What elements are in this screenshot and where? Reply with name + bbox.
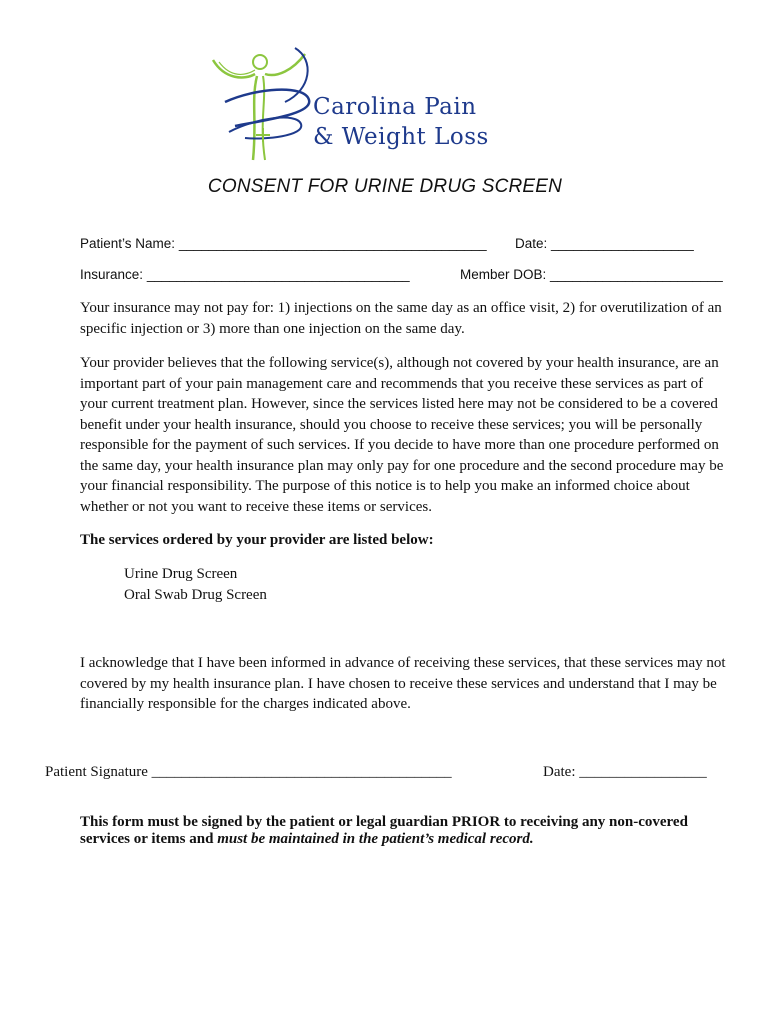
patient-signature-field[interactable] [45, 764, 452, 781]
page-title: CONSENT FOR URINE DRUG SCREEN [207, 176, 563, 197]
human-figure-logo-icon [205, 40, 315, 170]
insurance-notice-paragraph: Your insurance may not pay for: 1) injections on the same day as an office visit, 2) for overutilization of an specific injection or 3) more than one injection on the same day. [80, 300, 722, 337]
signature-date-line[interactable]: _________________ [579, 764, 707, 780]
member-dob-line[interactable]: _______________________ [550, 267, 723, 282]
patient-signature-line[interactable]: ________________________________________ [151, 764, 452, 780]
service-item: Urine Drug Screen [124, 566, 238, 582]
provider-explanation-paragraph: Your provider believes that the following service(s), although not covered by your health insurance, are an important part of your pain management care and recommends that you receive these services as part of your current treatment plan. However, since the services listed here may not be considered to be a covered benefit under your health insurance, should you choose to receive these services; you will be personally responsible for the payment of such services. If you decide to have more than one procedure performed on the same day, your health insurance plan may only pay for one procedure and the second procedure may be your financial responsibility. The purpose of this notice is to help you make an informed choice about whether or not you want to receive these items or services. [80, 355, 724, 515]
date-field[interactable] [515, 236, 694, 251]
signing-requirement-notice [80, 814, 730, 848]
signature-date-field[interactable] [543, 764, 707, 781]
insurance-line[interactable]: ___________________________________ [146, 267, 410, 282]
acknowledgement-paragraph: I acknowledge that I have been informed in advance of receiving these services, that these services may not covered by my health insurance plan. I have chosen to receive these services and understand that I may be financially responsible for the charges indicated above. [80, 655, 726, 712]
logo-line-2: & Weight Loss [313, 124, 489, 150]
company-logo [205, 40, 575, 170]
date-line[interactable]: ___________________ [551, 236, 694, 251]
patient-signature-label: Patient Signature [45, 764, 148, 780]
member-dob-label: Member DOB: [460, 267, 547, 282]
member-dob-field[interactable] [460, 267, 723, 282]
logo-line-1: Carolina Pain [313, 94, 477, 120]
notice-text: This form must be signed by the patient or legal guardian PRIOR to receiving any non-covered services or items and [80, 814, 688, 847]
date-label: Date: [515, 236, 548, 251]
services-heading: The services ordered by your provider are listed below: [80, 532, 434, 548]
insurance-field[interactable] [80, 267, 410, 282]
patient-name-line[interactable]: _________________________________________ [178, 236, 487, 251]
notice-italic-text: must be maintained in the patient’s medical record. [217, 831, 534, 847]
patient-name-field[interactable] [80, 236, 487, 251]
signature-date-label: Date: [543, 764, 576, 780]
insurance-label: Insurance: [80, 267, 144, 282]
patient-name-label: Patient’s Name: [80, 236, 176, 251]
service-item: Oral Swab Drug Screen [124, 587, 267, 603]
